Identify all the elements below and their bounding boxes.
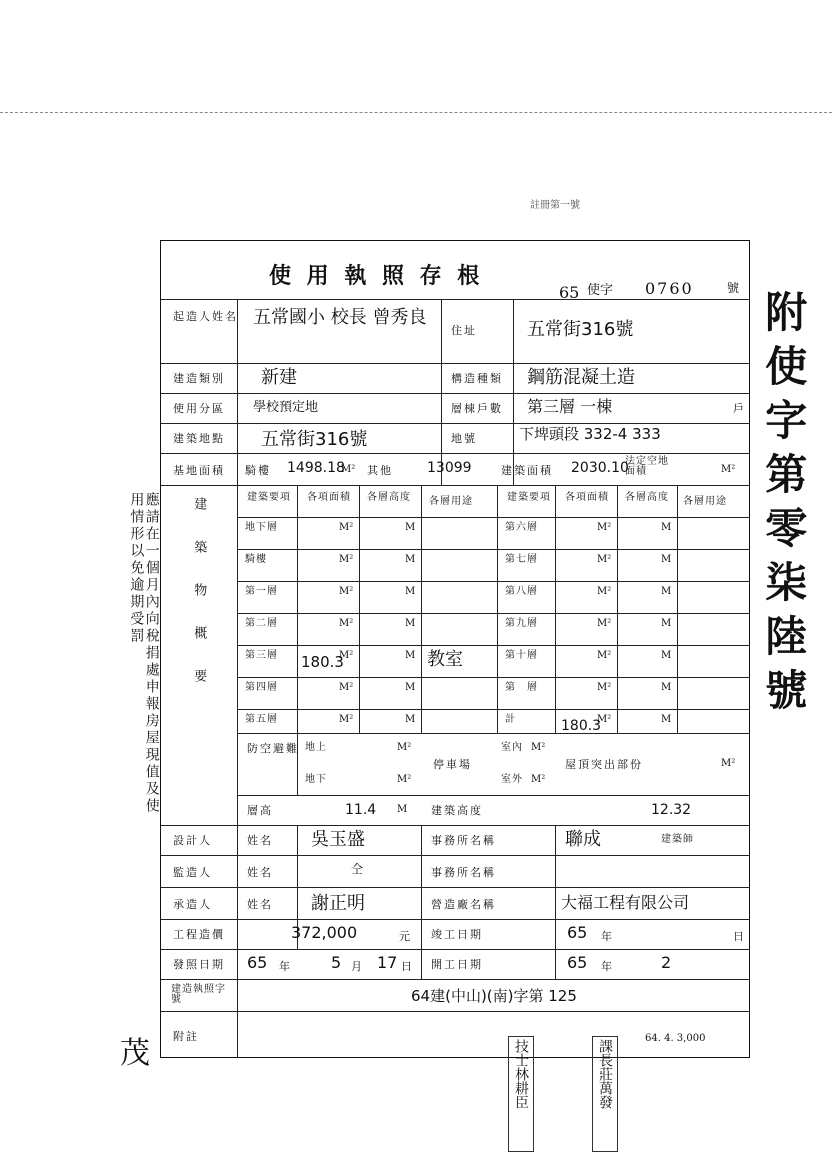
- label-roof: 屋頂突出部份: [565, 758, 643, 771]
- print-info: 64. 4. 3,000: [645, 1033, 706, 1044]
- permit-year: 65: [559, 283, 580, 302]
- label-designer: 設計人: [173, 834, 212, 847]
- floor-left-area-unit: M²: [339, 650, 354, 661]
- floor-right-area-unit: M²: [597, 650, 612, 661]
- floor-right-height-unit: M: [661, 586, 672, 597]
- label-building-height: 建築高度: [431, 804, 483, 817]
- form-title: 使 用 執 照 存 根: [269, 263, 484, 289]
- value-permit-no: 64建(中山)(南)字第 125: [411, 987, 577, 1005]
- label-parking: 停車場: [433, 758, 472, 771]
- floor-left-height-unit: M: [405, 650, 416, 661]
- floor-right-height-unit: M: [661, 682, 672, 693]
- floor-left-area-unit: M²: [339, 714, 354, 725]
- right-margin-text: 附使字第零柒陸號: [759, 290, 809, 722]
- label-builder: 起造人姓名: [173, 310, 238, 323]
- value-builder: 五常國小 校長 曾秀良: [253, 307, 427, 328]
- floor-right-height-unit: M: [661, 522, 672, 533]
- value-building-area: 2030.10: [571, 460, 629, 476]
- floor-left-height-unit: M: [405, 522, 416, 533]
- floor-right-area-unit: M²: [597, 586, 612, 597]
- label-civil-defense: 防空避難: [247, 742, 299, 755]
- label-address: 住址: [451, 324, 477, 337]
- floor-right-2: 第八層: [505, 586, 538, 597]
- top-stamp: 註冊第一號: [530, 200, 580, 211]
- label-contractor: 承造人: [173, 898, 212, 911]
- value-building-height: 12.32: [651, 802, 692, 818]
- value-contractor-firm: 大福工程有限公司: [561, 893, 690, 912]
- label-permit-no: 建造執照字號: [171, 984, 226, 1005]
- value-designer-office: 聯成: [565, 829, 601, 850]
- floor-left-height-unit: M: [405, 554, 416, 565]
- floor-left-4: 第三層: [245, 650, 278, 661]
- label-lot: 地號: [451, 432, 477, 445]
- signature-technician: 技士林耕臣: [508, 1036, 534, 1152]
- floor-left-area-unit: M²: [339, 586, 354, 597]
- floor-right-3: 第九層: [505, 618, 538, 629]
- floor-right-area-unit: M²: [597, 618, 612, 629]
- label-cost: 工程造價: [173, 928, 225, 941]
- floor-right-height-unit: M: [661, 650, 672, 661]
- value-address: 五常街316號: [527, 319, 634, 340]
- label-outside: 其他: [367, 464, 393, 477]
- label-start-date: 開工日期: [431, 958, 483, 971]
- floor-left-height-unit: M: [405, 682, 416, 693]
- floor-left-0: 地下層: [245, 522, 278, 533]
- floor-left-2: 第一層: [245, 586, 278, 597]
- label-site: 建築地點: [173, 432, 225, 445]
- floor-right-5: 第 層: [505, 682, 538, 693]
- floor-left-area-unit: M²: [339, 554, 354, 565]
- label-legal-open: 法定空地面積: [625, 456, 669, 477]
- floor-right-height-unit: M: [661, 714, 672, 725]
- floor-right-1: 第七層: [505, 554, 538, 565]
- label-supervisor: 監造人: [173, 866, 212, 879]
- floor-left-3: 第二層: [245, 618, 278, 629]
- floor-left-area-unit: M²: [339, 618, 354, 629]
- value-floor-height: 11.4: [345, 802, 377, 818]
- label-issue-date: 發照日期: [173, 958, 225, 971]
- floor-left-1: 騎樓: [245, 554, 267, 565]
- value-total-area: 180.3: [561, 718, 602, 734]
- floor-right-area-unit: M²: [597, 522, 612, 533]
- value-outside: 13099: [427, 460, 472, 476]
- value-site: 五常街316號: [261, 429, 368, 450]
- floor-right-height-unit: M: [661, 618, 672, 629]
- permit-suffix: 號: [727, 281, 740, 295]
- floor-right-6: 計: [505, 714, 516, 725]
- permit-prefix: 使字: [587, 283, 614, 298]
- value-cost: 372,000: [291, 923, 358, 942]
- label-remarks: 附註: [173, 1030, 199, 1043]
- label-floor-height: 層高: [247, 804, 273, 817]
- label-complete-date: 竣工日期: [431, 928, 483, 941]
- value-3f-use: 教室: [427, 649, 463, 670]
- label-base-area: 基地面積: [173, 464, 225, 477]
- label-building-type: 建造類別: [173, 372, 225, 385]
- floor-left-5: 第四層: [245, 682, 278, 693]
- tax-reminder-note: 應請在一個月內向稅捐處申報房屋現值及使用情形以免逾期受罰: [128, 492, 160, 815]
- value-structure: 鋼筋混凝土造: [527, 367, 635, 388]
- value-designer: 吳玉盛: [311, 829, 365, 850]
- scan-line: [0, 112, 832, 113]
- floor-right-height-unit: M: [661, 554, 672, 565]
- label-building-area: 建築面積: [501, 464, 553, 477]
- permit-number: 0760: [645, 279, 694, 298]
- value-supervisor: 仝: [351, 862, 364, 876]
- floor-right-area-unit: M²: [597, 714, 612, 725]
- value-contractor: 謝正明: [311, 893, 365, 914]
- value-3f-area: 180.3: [301, 653, 344, 671]
- value-zoning: 學校預定地: [253, 400, 319, 415]
- floor-right-area-unit: M²: [597, 682, 612, 693]
- floor-left-area-unit: M²: [339, 682, 354, 693]
- floor-left-6: 第五層: [245, 714, 278, 725]
- value-lot: 下埤頭段 332-4 333: [519, 425, 661, 443]
- label-building-summary: 建築物概要: [191, 497, 207, 712]
- floor-right-0: 第六層: [505, 522, 538, 533]
- signature-chief: 課長莊萬發: [592, 1036, 618, 1152]
- label-household: 戶: [733, 402, 746, 415]
- floor-left-height-unit: M: [405, 618, 416, 629]
- floor-left-height-unit: M: [405, 714, 416, 725]
- floor-left-area-unit: M²: [339, 522, 354, 533]
- label-arcade: 騎樓: [245, 464, 271, 477]
- value-base-area: 1498.18: [287, 460, 345, 476]
- permit-stub-form: 使 用 執 照 存 根 65 使字 0760 號 起造人姓名 五常國小 校長 曾秀良 住址 五常街316號 建造類別 新建 構造種類 鋼筋混凝土造 使用分區 學校預定地 層棟戶數 第三層 一棟 戶 建築地點 五常街316號 地號 下埤頭段 332-4 333 基地面積 騎樓 1498.18 M² 其他 13099 建築面積 2030.10 法定空地面積 M² 建築物概要 建築要項 各項面積 各層高度 各層用途 建築要項 各項面積 各層高度 各層用途 地下層 M² M 騎樓 M² M 第一層 M² M 第二層 M² M 第三層 M² M 第四層 M² M 第五層 M² M 第六層 M² M 第七層 M² M 第八層 M² M 第九層 M² M 第十層 M² M 第 層 M² M 計 M² M 180.3 教室 180.3 防空避難 地上 M² 地下 M² 停車場 室內 M² 室外 M² 屋頂突出部份 M² 層高 11.4 M 建築高度 12.32 設計人 姓名 吳玉盛 事務所名稱 聯成 建築師 監造人 姓名 仝 事務所名稱 承造人 姓名 謝正明 營造廠名稱 大福工程有限公司 工程造價 372,000 元 竣工日期 65 年 日 發照日期 65 年 5 月 17 日 開工日期 65 年 2 建造執照字號 64建(中山)(南)字第 125 附註 64. 4. 3,000: [160, 240, 750, 1058]
- left-handwritten-mark: 茂: [120, 1036, 150, 1071]
- floor-right-area-unit: M²: [597, 554, 612, 565]
- label-zoning: 使用分區: [173, 402, 225, 415]
- floor-left-height-unit: M: [405, 586, 416, 597]
- value-building-type: 新建: [261, 367, 297, 388]
- label-floors-units: 層棟戶數: [451, 402, 503, 415]
- floor-right-4: 第十層: [505, 650, 538, 661]
- value-floors: 第三層 一棟: [527, 397, 613, 416]
- label-structure: 構造種類: [451, 372, 503, 385]
